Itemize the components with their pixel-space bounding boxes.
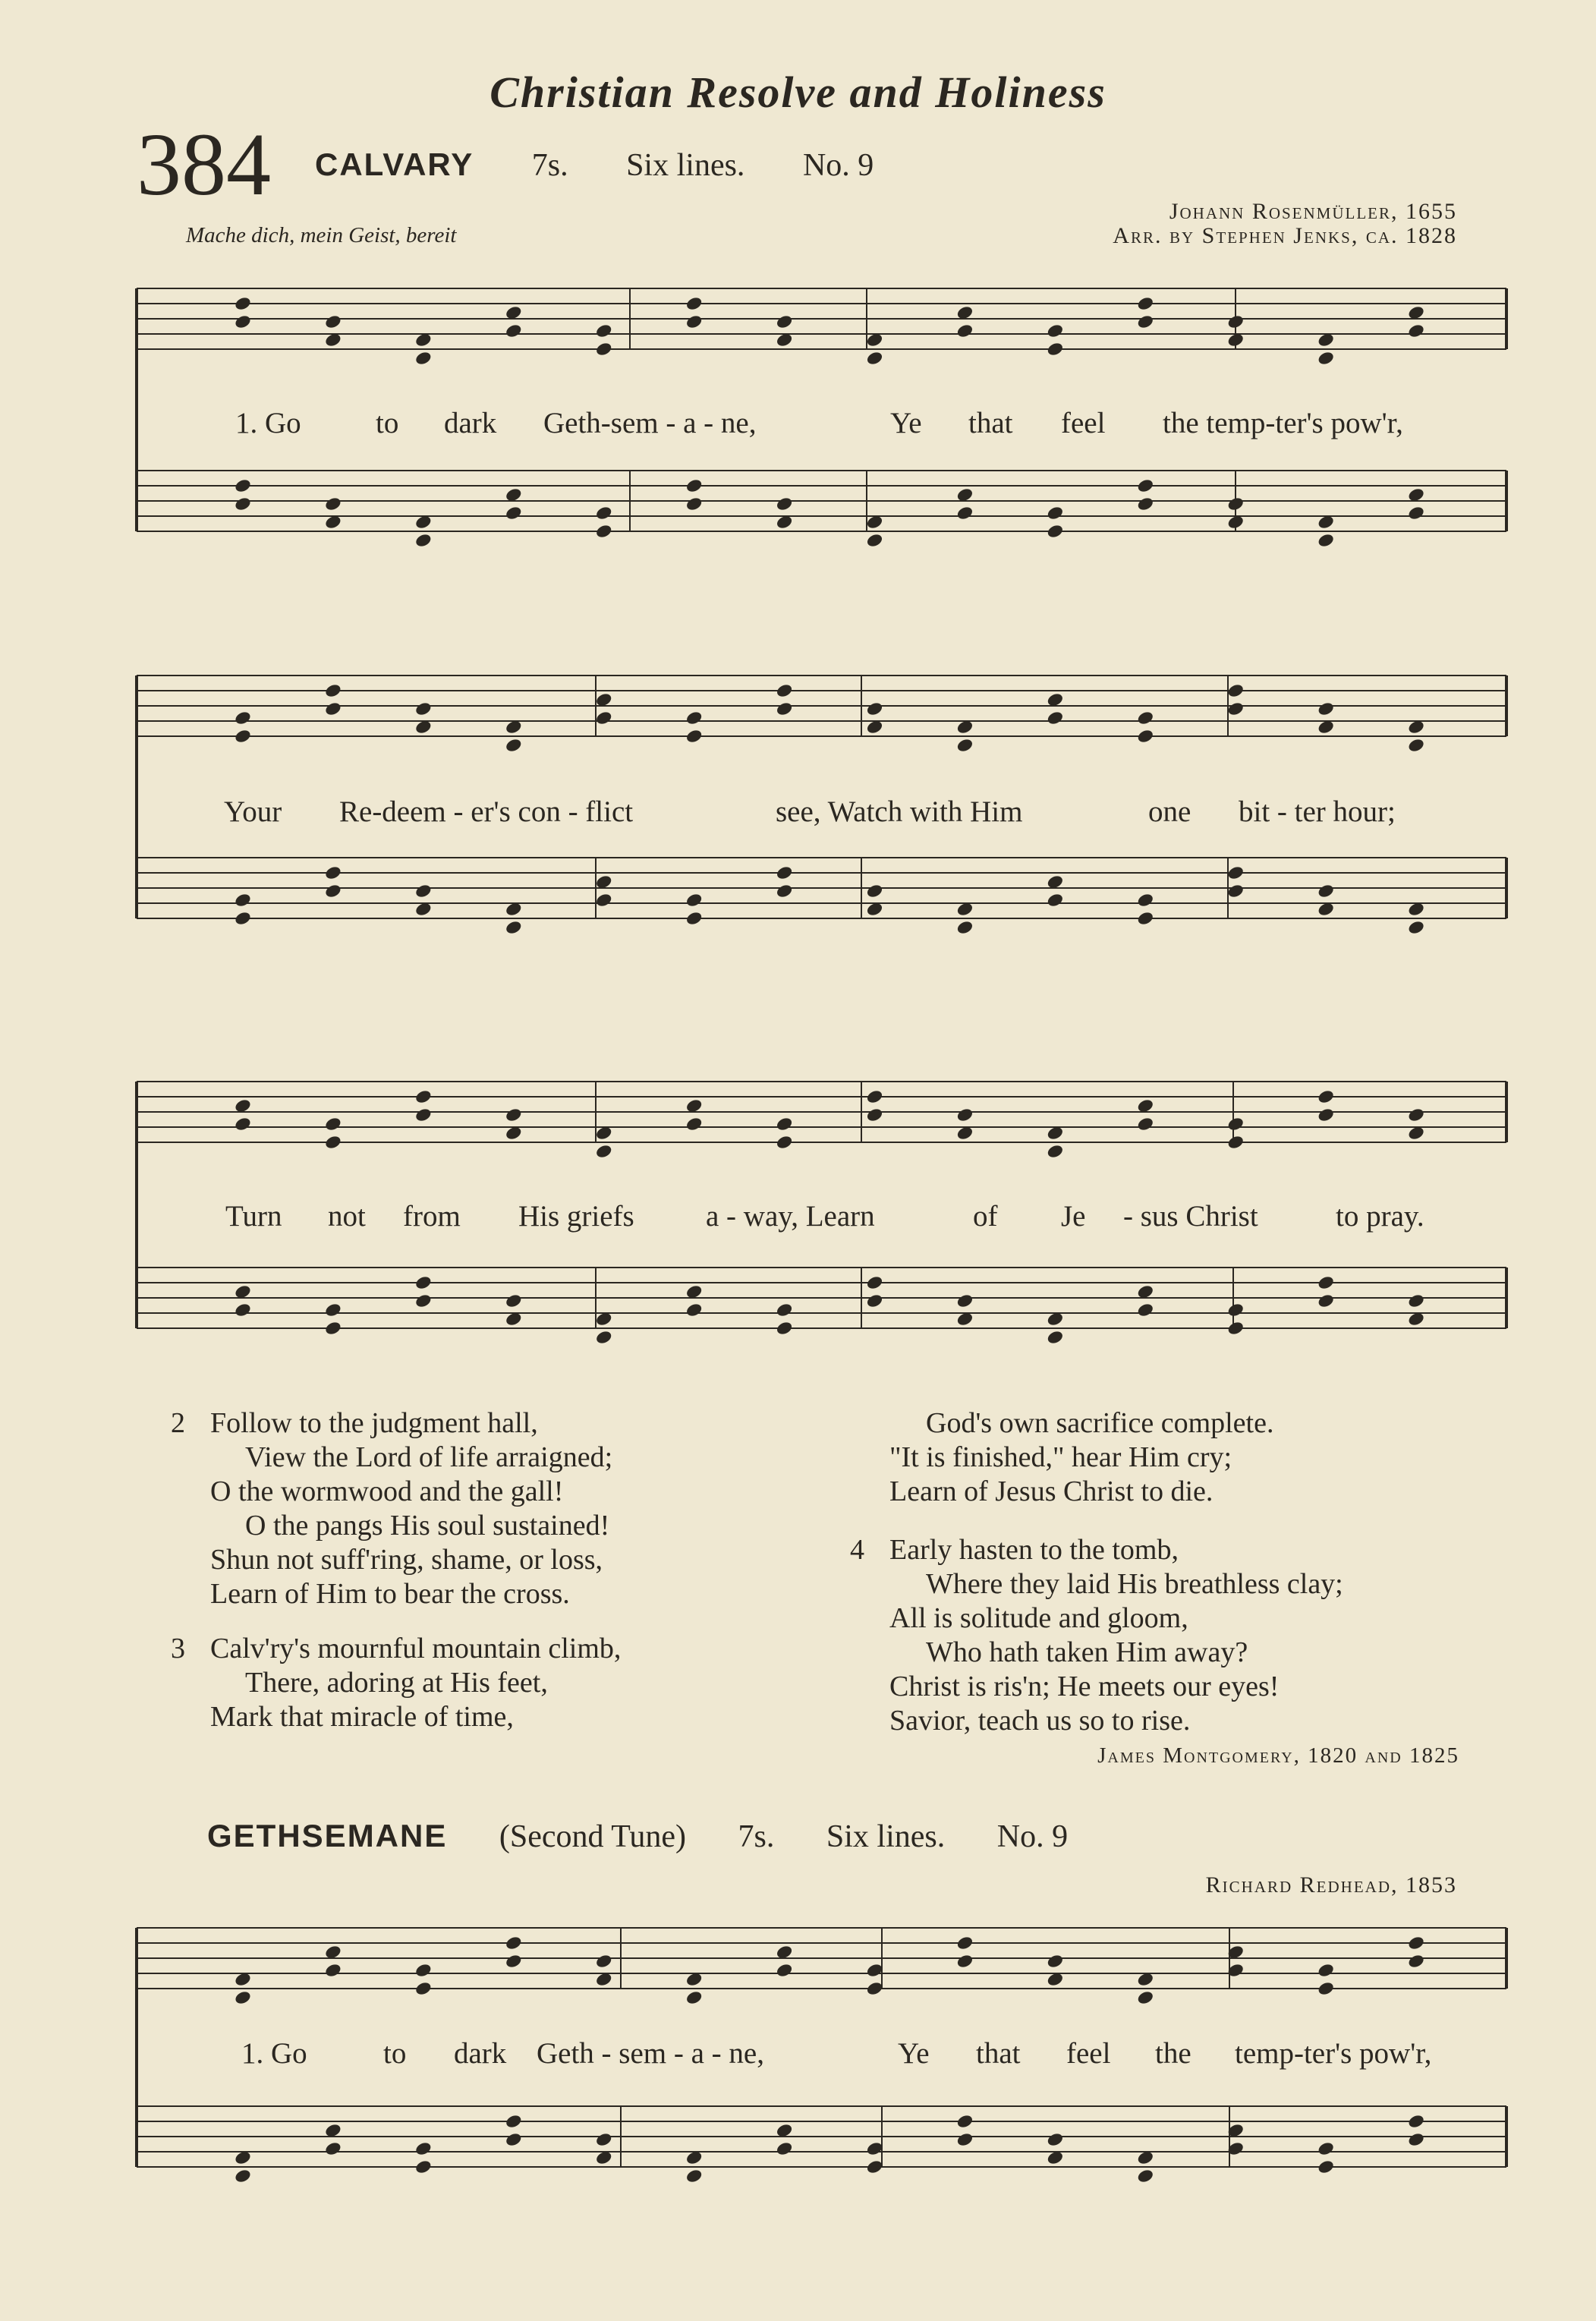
note-head bbox=[1046, 1329, 1064, 1345]
note-head bbox=[414, 2159, 433, 2175]
note-head bbox=[1407, 1935, 1425, 1951]
note-head bbox=[595, 523, 613, 539]
note-head bbox=[955, 1953, 974, 1969]
note-head bbox=[324, 864, 342, 880]
note-head bbox=[1136, 728, 1154, 744]
lyric-word: to bbox=[376, 407, 399, 439]
note-head bbox=[1407, 1953, 1425, 1969]
verse-line: "It is finished," hear Him cry; bbox=[889, 1441, 1232, 1473]
note-head bbox=[955, 919, 974, 935]
note-head bbox=[324, 313, 342, 329]
verse-3: 3 Calv'ry's mournful mountain climb, There, adoring at His feet, Mark that miracle of time, bbox=[171, 1632, 823, 1746]
note-head bbox=[234, 892, 252, 908]
note-head bbox=[776, 701, 794, 716]
note-head bbox=[1407, 2131, 1425, 2147]
composer-line-1: Johann Rosenmüller, 1655 bbox=[1169, 199, 1457, 224]
second-tune-note: (Second Tune) bbox=[499, 1819, 687, 1854]
verse-3-continued bbox=[850, 1406, 1533, 1520]
lyric-word: Your bbox=[224, 795, 282, 828]
note-head bbox=[595, 323, 613, 339]
note-head bbox=[955, 505, 974, 521]
note-head bbox=[1407, 2113, 1425, 2129]
note-head bbox=[234, 710, 252, 726]
note-head bbox=[1226, 682, 1245, 698]
note-head bbox=[776, 2140, 794, 2156]
note-head bbox=[1407, 1107, 1425, 1123]
note-head bbox=[865, 1962, 883, 1978]
note-head bbox=[324, 883, 342, 899]
lyric-word: the temp-ter's pow'r, bbox=[1163, 407, 1403, 439]
note-head bbox=[324, 1134, 342, 1150]
lyric-word: Re-deem - er's con - flict bbox=[339, 795, 634, 828]
note-head bbox=[776, 1320, 794, 1336]
note-head bbox=[776, 1116, 794, 1132]
verse-line: Savior, teach us so to rise. bbox=[889, 1705, 1191, 1737]
second-tune-header bbox=[207, 1818, 1112, 1855]
note-head bbox=[1317, 1088, 1335, 1104]
note-head bbox=[505, 737, 523, 753]
note-head bbox=[1046, 505, 1064, 521]
lyric-word: Ye bbox=[898, 2037, 930, 2070]
note-head bbox=[865, 350, 883, 366]
lyric-word: bit - ter hour; bbox=[1239, 795, 1396, 828]
note-head bbox=[1226, 1320, 1245, 1336]
note-head bbox=[1226, 883, 1245, 899]
lyric-word: His griefs bbox=[518, 1200, 634, 1233]
lyric-word: one bbox=[1148, 795, 1191, 828]
lyric-word: Ye bbox=[890, 407, 922, 439]
lyric-word: of bbox=[973, 1200, 998, 1233]
tune-name: CALVARY bbox=[315, 146, 474, 182]
note-head bbox=[865, 1980, 883, 1996]
note-head bbox=[865, 2159, 883, 2175]
note-head bbox=[414, 701, 433, 716]
note-head bbox=[595, 710, 613, 726]
second-tune-lines: Six lines. bbox=[826, 1819, 946, 1854]
second-tune-name: GETHSEMANE bbox=[207, 1818, 448, 1853]
lyric-word: Geth - sem - a - ne, bbox=[537, 2037, 764, 2070]
note-head bbox=[324, 496, 342, 512]
lines-count: Six lines. bbox=[626, 148, 745, 183]
note-head bbox=[1317, 350, 1335, 366]
note-head bbox=[685, 1302, 704, 1318]
verse-line: There, adoring at His feet, bbox=[245, 1667, 548, 1699]
lyric-word: to bbox=[383, 2037, 407, 2070]
note-head bbox=[1136, 1989, 1154, 2005]
note-head bbox=[414, 1088, 433, 1104]
german-title: Mache dich, mein Geist, bereit bbox=[186, 223, 457, 247]
lyric-word: - sus Christ bbox=[1123, 1200, 1258, 1233]
note-head bbox=[414, 1962, 433, 1978]
note-head bbox=[414, 2140, 433, 2156]
note-head bbox=[1136, 710, 1154, 726]
note-head bbox=[414, 532, 433, 548]
verse-line: Christ is ris'n; He meets our eyes! bbox=[889, 1671, 1280, 1702]
verse-line: O the wormwood and the gall! bbox=[210, 1475, 564, 1507]
verse-line: Early hasten to the tomb, bbox=[889, 1534, 1179, 1566]
note-head bbox=[234, 496, 252, 512]
note-head bbox=[1136, 2168, 1154, 2184]
note-head bbox=[414, 883, 433, 899]
note-head bbox=[1136, 477, 1154, 493]
note-head bbox=[1317, 1274, 1335, 1290]
note-head bbox=[505, 2131, 523, 2147]
verse-line: All is solitude and gloom, bbox=[889, 1602, 1188, 1634]
note-head bbox=[1046, 323, 1064, 339]
note-head bbox=[505, 1953, 523, 1969]
note-head bbox=[1317, 532, 1335, 548]
note-head bbox=[865, 2140, 883, 2156]
note-head bbox=[595, 892, 613, 908]
verse-line: Learn of Him to bear the cross. bbox=[210, 1578, 570, 1610]
lyric-word: to pray. bbox=[1336, 1200, 1424, 1233]
note-head bbox=[685, 1989, 704, 2005]
note-head bbox=[1317, 2140, 1335, 2156]
note-head bbox=[595, 1143, 613, 1159]
note-head bbox=[1046, 341, 1064, 357]
lyric-word: see, Watch with Him bbox=[776, 795, 1023, 828]
lyric-word: dark bbox=[454, 2037, 507, 2070]
note-head bbox=[955, 1293, 974, 1309]
note-head bbox=[414, 1293, 433, 1309]
note-head bbox=[865, 532, 883, 548]
note-head bbox=[1407, 1293, 1425, 1309]
note-head bbox=[324, 1320, 342, 1336]
note-head bbox=[685, 496, 704, 512]
note-head bbox=[414, 350, 433, 366]
note-head bbox=[234, 295, 252, 311]
note-head bbox=[414, 1274, 433, 1290]
note-head bbox=[685, 313, 704, 329]
note-head bbox=[1407, 737, 1425, 753]
note-head bbox=[324, 682, 342, 698]
verse-line: View the Lord of life arraigned; bbox=[245, 1441, 613, 1473]
section-title: Christian Resolve and Holiness bbox=[490, 68, 1106, 117]
verse-line: Follow to the judgment hall, bbox=[210, 1407, 538, 1439]
note-head bbox=[865, 1293, 883, 1309]
note-head bbox=[1317, 883, 1335, 899]
text-author: James Montgomery, 1820 and 1825 bbox=[1097, 1743, 1459, 1768]
note-head bbox=[1226, 1302, 1245, 1318]
note-head bbox=[1046, 710, 1064, 726]
note-head bbox=[505, 2113, 523, 2129]
note-head bbox=[234, 728, 252, 744]
note-head bbox=[685, 1116, 704, 1132]
note-head bbox=[1317, 1980, 1335, 1996]
lyric-word: not bbox=[328, 1200, 366, 1233]
note-head bbox=[234, 1116, 252, 1132]
note-head bbox=[955, 1935, 974, 1951]
note-head bbox=[776, 1134, 794, 1150]
note-head bbox=[1136, 1302, 1154, 1318]
note-head bbox=[595, 505, 613, 521]
second-tune-number: No. 9 bbox=[996, 1819, 1069, 1854]
note-head bbox=[1046, 2131, 1064, 2147]
note-head bbox=[1046, 1143, 1064, 1159]
note-head bbox=[685, 910, 704, 926]
note-head bbox=[1226, 864, 1245, 880]
note-head bbox=[324, 1962, 342, 1978]
verse-4: 4 Early hasten to the tomb, Where they laid His breathless clay; All is solitude and gloom, Who hath taken Him away? Christ is ris'n; He meets our eyes! Savior, teach us so to rise. bbox=[850, 1533, 1533, 1746]
lyric-word: the bbox=[1155, 2037, 1191, 2070]
note-head bbox=[955, 323, 974, 339]
note-head bbox=[234, 477, 252, 493]
second-tune-composer: Richard Redhead, 1853 bbox=[1205, 1872, 1457, 1897]
note-head bbox=[324, 701, 342, 716]
note-head bbox=[414, 1980, 433, 1996]
note-head bbox=[865, 1088, 883, 1104]
note-head bbox=[776, 883, 794, 899]
note-head bbox=[234, 910, 252, 926]
lyric-word: 1. Go bbox=[235, 407, 301, 439]
note-head bbox=[234, 1989, 252, 2005]
verse-line: Shun not suff'ring, shame, or loss, bbox=[210, 1544, 603, 1576]
note-head bbox=[1407, 323, 1425, 339]
note-head bbox=[1046, 523, 1064, 539]
note-head bbox=[505, 1935, 523, 1951]
hymn-number: 384 bbox=[137, 115, 271, 214]
note-head bbox=[1136, 496, 1154, 512]
note-head bbox=[1317, 2159, 1335, 2175]
verse-line: Calv'ry's mournful mountain climb, bbox=[210, 1633, 622, 1664]
note-head bbox=[865, 883, 883, 899]
tune-number: No. 9 bbox=[802, 148, 874, 183]
lyric-word: Turn bbox=[225, 1200, 282, 1233]
note-head bbox=[955, 2131, 974, 2147]
note-head bbox=[1317, 1962, 1335, 1978]
verse-line: Mark that miracle of time, bbox=[210, 1701, 514, 1733]
note-head bbox=[776, 496, 794, 512]
note-head bbox=[865, 701, 883, 716]
note-head bbox=[505, 505, 523, 521]
note-head bbox=[595, 1329, 613, 1345]
lyric-word: that bbox=[976, 2037, 1021, 2070]
lyric-word: 1. Go bbox=[241, 2037, 307, 2070]
meter: 7s. bbox=[531, 148, 568, 183]
note-head bbox=[324, 1302, 342, 1318]
note-head bbox=[685, 728, 704, 744]
note-head bbox=[1136, 892, 1154, 908]
lyric-word: Je bbox=[1061, 1200, 1086, 1233]
verse-line: God's own sacrifice complete. bbox=[926, 1407, 1274, 1439]
note-head bbox=[685, 295, 704, 311]
note-head bbox=[1136, 910, 1154, 926]
note-head bbox=[1136, 313, 1154, 329]
note-head bbox=[776, 864, 794, 880]
note-head bbox=[1317, 701, 1335, 716]
note-head bbox=[1226, 1134, 1245, 1150]
note-head bbox=[865, 1274, 883, 1290]
note-head bbox=[1407, 919, 1425, 935]
note-head bbox=[776, 1962, 794, 1978]
note-head bbox=[955, 737, 974, 753]
note-head bbox=[1226, 701, 1245, 716]
verse-line: Where they laid His breathless clay; bbox=[926, 1568, 1343, 1600]
note-head bbox=[1046, 892, 1064, 908]
note-head bbox=[776, 1302, 794, 1318]
note-head bbox=[1136, 295, 1154, 311]
note-head bbox=[234, 2168, 252, 2184]
note-head bbox=[685, 892, 704, 908]
note-head bbox=[505, 919, 523, 935]
note-head bbox=[505, 323, 523, 339]
note-head bbox=[505, 1293, 523, 1309]
note-head bbox=[324, 1116, 342, 1132]
note-head bbox=[505, 1107, 523, 1123]
verse-line: Who hath taken Him away? bbox=[926, 1636, 1248, 1668]
lyric-word: from bbox=[403, 1200, 461, 1233]
note-head bbox=[685, 2168, 704, 2184]
note-head bbox=[234, 313, 252, 329]
note-head bbox=[595, 341, 613, 357]
note-head bbox=[414, 1107, 433, 1123]
note-head bbox=[685, 477, 704, 493]
note-head bbox=[595, 1953, 613, 1969]
note-head bbox=[776, 682, 794, 698]
note-head bbox=[1317, 1293, 1335, 1309]
lyric-word: temp-ter's pow'r, bbox=[1235, 2037, 1432, 2070]
note-head bbox=[955, 2113, 974, 2129]
note-head bbox=[865, 1107, 883, 1123]
lyric-word: feel bbox=[1066, 2037, 1111, 2070]
composer-line-2: Arr. by Stephen Jenks, ca. 1828 bbox=[1113, 223, 1457, 248]
second-tune-meter: 7s. bbox=[738, 1819, 775, 1854]
lyric-word: dark bbox=[444, 407, 497, 439]
lyric-word: feel bbox=[1061, 407, 1106, 439]
note-head bbox=[1407, 505, 1425, 521]
lyric-word: a - way, Learn bbox=[706, 1200, 875, 1233]
note-head bbox=[1046, 1953, 1064, 1969]
verse-line: O the pangs His soul sustained! bbox=[245, 1510, 610, 1542]
note-head bbox=[955, 1107, 974, 1123]
lyric-word: that bbox=[968, 407, 1013, 439]
verse-line: Learn of Jesus Christ to die. bbox=[889, 1475, 1214, 1507]
note-head bbox=[324, 2140, 342, 2156]
lyric-word: Geth-sem - a - ne, bbox=[543, 407, 757, 439]
verse-2: 2 Follow to the judgment hall, View the Lord of life arraigned; O the wormwood and the gall! O the pangs His soul sustained! Shun not suff'ring, shame, or loss, Learn of Him to bear the cross. bbox=[171, 1406, 823, 1619]
note-head bbox=[234, 1302, 252, 1318]
note-head bbox=[776, 313, 794, 329]
note-head bbox=[1317, 1107, 1335, 1123]
note-head bbox=[595, 2131, 613, 2147]
note-head bbox=[685, 710, 704, 726]
note-head bbox=[1226, 1116, 1245, 1132]
note-head bbox=[1136, 1116, 1154, 1132]
